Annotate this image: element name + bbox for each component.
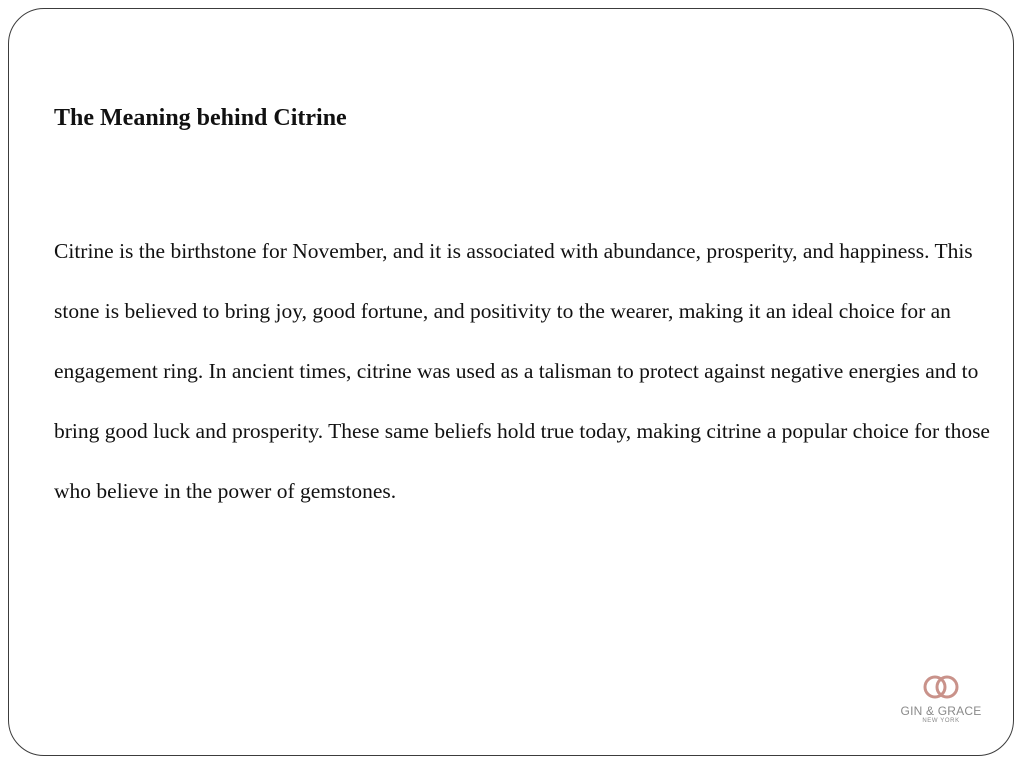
slide-body: Citrine is the birthstone for November, and it is associated with abundance, prosperity, and happiness. This stone is believed to bring joy, good fortune, and positivity to the wearer, making it an ideal choice for an engagement ring. In ancient times, citrine was used as a talisman to protect against negative energies and to bring good luck and prosperity. These same beliefs hold true today, making citrine a popular choice for those who believe in the power of gemstones. [54,239,990,503]
logo-name: GIN & GRACE [900,704,982,718]
slide-title: The Meaning behind Citrine [54,105,347,131]
logo-subtitle: NEW YORK [922,718,960,724]
brand-logo [896,672,986,732]
slide [8,8,1014,756]
interlocked-rings-icon [921,672,961,702]
